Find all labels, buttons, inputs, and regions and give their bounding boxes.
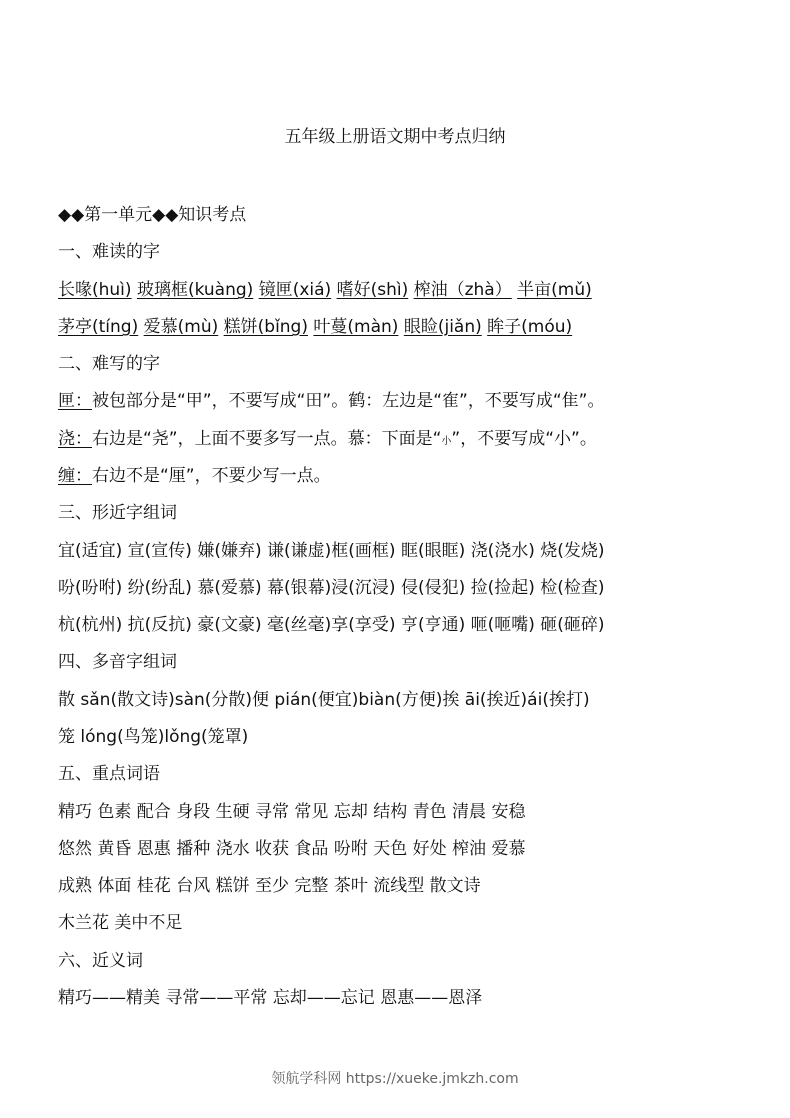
word-item: 镜匣(xiá)	[258, 280, 332, 300]
note-text: ”，不要写成“小”。	[451, 429, 597, 449]
note-text: 右边不是“厘”，不要少写一点。	[92, 466, 331, 486]
key-words-row-1: 精巧 色素 配合 身段 生硬 寻常 常见 忘却 结构 青色 清晨 安稳	[58, 802, 526, 822]
word-item: 长喙(huì)	[58, 280, 132, 300]
word-item: 爱慕(mù)	[143, 317, 219, 337]
section-heading-hard-to-read: 一、难读的字	[58, 242, 160, 262]
section-heading-similar-chars: 三、形近字组词	[58, 503, 177, 523]
unit-heading: ◆◆第一单元◆◆知识考点	[58, 205, 247, 225]
hard-to-read-row-2	[58, 312, 572, 337]
key-char: 缠：	[58, 466, 92, 486]
word-item: 糕饼(bǐng)	[223, 317, 308, 337]
section-heading-key-words: 五、重点词语	[58, 764, 160, 784]
word-item: 叶蔓(màn)	[313, 317, 399, 337]
word-item: 玻璃框(kuàng)	[136, 280, 254, 300]
word-item: 眼睑(jiǎn)	[403, 317, 482, 337]
small-char: 小	[441, 436, 452, 447]
footer-watermark: 领航学科网 https://xueke.jmkzh.com	[271, 1071, 519, 1087]
hard-to-write-line-2	[58, 424, 597, 449]
page-title: 五年级上册语文期中考点归纳	[284, 127, 506, 147]
similar-chars-row-1: 宜(适宜) 宣(宣传) 嫌(嫌弃) 谦(谦虚)框(画框) 眶(眼眶) 浇(浇水) 烧(发烧)	[58, 541, 605, 561]
word-item: 半亩(mǔ)	[517, 280, 592, 300]
similar-chars-row-2: 吩(吩咐) 纷(纷乱) 慕(爱慕) 幕(银幕)浸(沉浸) 侵(侵犯) 捡(捡起) 检(检查)	[58, 578, 605, 598]
word-item: 茅亭(tíng)	[58, 317, 139, 337]
note-text: 被包部分是“甲”，不要写成“田”。鹤：左边是“隺”，不要写成“隹”。	[92, 391, 605, 411]
similar-chars-row-3: 杭(杭州) 抗(反抗) 豪(文豪) 毫(丝毫)享(享受) 亨(亨通) 咂(咂嘴) 砸(砸碎)	[58, 615, 605, 635]
key-words-row-3: 成熟 体面 桂花 台风 糕饼 至少 完整 茶叶 流线型 散文诗	[58, 876, 481, 896]
hard-to-write-line-3	[58, 461, 331, 486]
polyphones-row-2: 笼 lóng(鸟笼)lǒng(笼罩)	[58, 727, 249, 747]
section-heading-polyphones: 四、多音字组词	[58, 652, 177, 672]
hard-to-read-row-1	[58, 275, 592, 300]
section-heading-synonyms: 六、近义词	[58, 951, 143, 971]
key-words-row-2: 悠然 黄昏 恩惠 播种 浇水 收获 食品 吩咐 天色 好处 榨油 爱慕	[58, 839, 526, 859]
word-item: 嗜好(shì)	[336, 280, 409, 300]
hard-to-write-line-1	[58, 386, 604, 411]
word-item: 榨油（zhà）	[413, 280, 512, 300]
key-char: 浇：	[58, 429, 92, 449]
polyphones-row-1: 散 sǎn(散文诗)sàn(分散)便 pián(便宜)biàn(方便)挨 āi(挨近)ái(挨打)	[58, 690, 590, 710]
synonyms-row-1: 精巧——精美 寻常——平常 忘却——忘记 恩惠——恩泽	[58, 988, 483, 1008]
word-item: 眸子(móu)	[487, 317, 573, 337]
key-words-row-4: 木兰花 美中不足	[58, 913, 183, 933]
note-text: 右边是“尧”，上面不要多写一点。慕：下面是“	[92, 429, 442, 449]
key-char: 匣：	[58, 391, 92, 411]
section-heading-hard-to-write: 二、难写的字	[58, 354, 160, 374]
